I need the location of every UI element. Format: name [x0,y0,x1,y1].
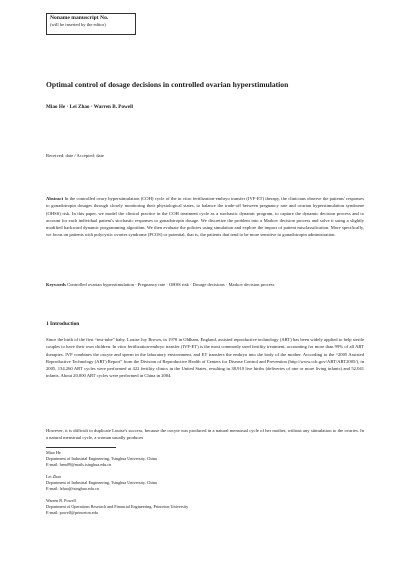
abstract-text: In the controlled ovary hyperstimulation (COH) cycle of the in vitro fertilization-embryo transfer (IVF-ET) therapy, the clinicians observe the patients' responses to gonadotropin dosages through closely monitoring their physiological states, to balance the trade-off between pregnancy rate and ovarian hyperstimulation syndrome (OHSS) risk. In this paper, we model the clinical practice in the COH treatment cycle as a stochastic dynamic program, to capture the dynamic decision process and to account for each individual patient's stochastic responses to gonadotropin dosage. We discretize the problem into a Markov decision process and solve it using a slightly modified backward dynamic programming algorithm. We then evaluate the policies using simulation and explore the impact of patient misclassification. More specifically, we focus on patients with polycystic ovaries syndrome (PCOS) or potential, that is, the patients that tend to be more sensitive to gonadotropin administration. [46,196,364,238]
affiliation-email: E-mail: hem09@mails.tsinghua.edu.cn [46,462,112,468]
paragraph-text: Since the birth of the first “test-tube” baby, Louise Joy Brown, in 1978 in Oldham, England, assisted reproductive technology (ART) has been widely applied to help sterile couples to have their own children. In vitro fertilization-embryo transfer (IVF-ET) is the most commonly used fertility treatment, accounting for more than 99% of all ART therapies. IVF combines the oocyte and sperm in the laboratory environment, and ET transfers the embryo into the body of the mother. According to the “2005 Assisted Reproductive Technology (ART) Report” from the Division of Reproductive Health of Centers for Disease Control and Prevention (http://www.cdc.gov/ART/ART2005/), in 2005, 134,260 ART cycles were performed at 422 fertility clinics in the United States, resulting in 38,910 live births (deliveries of one or more living infants) and 52,041 infants. About 20,000 ART cycles were performed in China in 2004. [46,337,364,379]
affiliation-name: Warren B. Powell [46,498,76,503]
introduction-paragraph-1 [46,336,364,380]
manuscript-number-note: (will be inserted by the editor) [50,22,106,27]
manuscript-number-box [46,13,136,35]
manuscript-number-label: Noname manuscript No. [50,15,109,21]
footnote-divider [46,447,116,448]
abstract [46,195,364,239]
affiliation-email: E-mail: lzhao@tsinghua.edu.cn [46,486,99,492]
affiliation-footnote [46,450,157,469]
keywords-label: Keywords [46,282,66,287]
keywords [46,281,364,288]
abstract-label: Abstract [46,196,64,201]
affiliation-footnote [46,474,157,493]
introduction-paragraph-2 [46,427,364,442]
received-accepted-line: Received: date / Accepted: date [46,153,104,158]
affiliation-department: Department of Industrial Engineering, Tsinghua University, China [46,456,157,462]
affiliation-department: Department of Industrial Engineering, Tsinghua University, China [46,480,157,486]
author-list: Miao He · Lei Zhao · Warren B. Powell [46,104,133,110]
paragraph-text: However, it is difficult to duplicate Louise's success, because the oocyte was produced in a natural menstrual cycle of her mother, without any stimulation to the ovaries. In a natural menstrual cycle, a woman usually produces [46,428,364,441]
affiliation-email: E-mail: powell@princeton.edu [46,510,98,516]
paper-title: Optimal control of dosage decisions in controlled ovarian hyperstimulation [46,80,289,89]
affiliation-name: Lei Zhao [46,474,62,479]
affiliation-name: Miao He [46,450,61,455]
keywords-text: Controlled ovarian hyperstimulation · Pregnancy rate · OHSS risk · Dosage decisions · Markov decision process [67,282,275,287]
affiliation-footnote [46,498,188,517]
section-heading-introduction: 1 Introduction [46,321,80,327]
affiliation-department: Department of Operations Research and Financial Engineering, Princeton University [46,504,189,510]
